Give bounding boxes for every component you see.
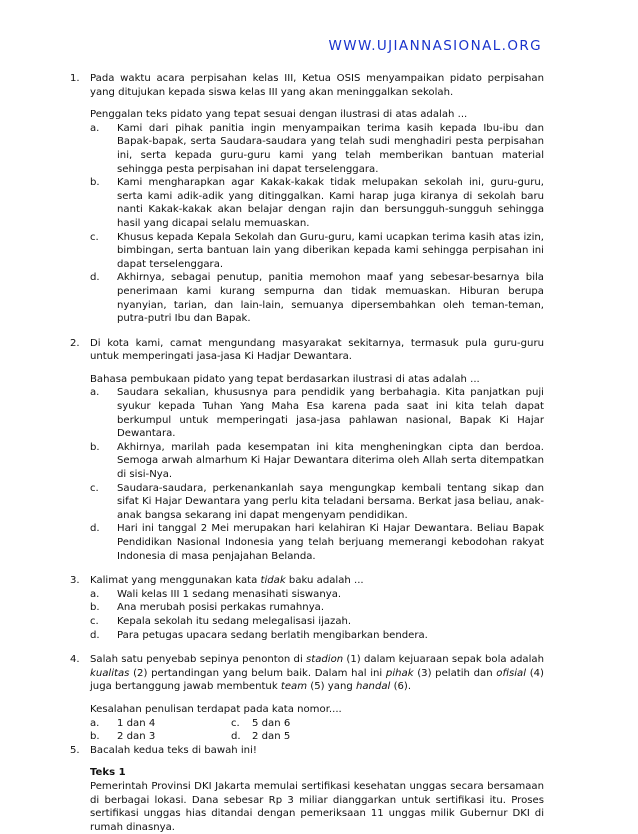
question-stem: Di kota kami, camat mengundang masyarakat sekitarnya, termasuk pula guru-guru untuk memperingati jasa-jasa Ki Hadjar Dewantara.: [90, 337, 544, 363]
option-label: b.: [90, 602, 100, 614]
option-text: Kepala sekolah itu sedang melegalisasi ijazah.: [117, 615, 352, 627]
question-prompt: Bahasa pembukaan pidato yang tepat berdasarkan ilustrasi di atas adalah ...: [90, 373, 480, 385]
option-text: Kami dari pihak panitia ingin menyampaikan terima kasih kepada Ibu-ibu dan Bapak-bapak, serta Saudara-saudara yang telah sudi menghadiri pesta perpisahan ini, serta kepada guru-guru kami yang telah memberikan bantuan material sehingga pesta perpisahan ini dapat terselenggara.: [117, 122, 544, 175]
option-label: a.: [90, 588, 100, 600]
stem-text: baku adalah ...: [285, 575, 364, 587]
question-4: [70, 653, 544, 744]
question-number: 2.: [70, 337, 80, 349]
text-title: Teks 1: [90, 767, 126, 779]
option-text: 2 dan 5: [252, 731, 291, 743]
option-c: [90, 482, 544, 523]
option-label: d.: [90, 523, 100, 535]
option-label: d.: [90, 272, 100, 284]
stem-emphasis: stadion: [306, 654, 344, 666]
stem-emphasis: tidak: [260, 575, 286, 587]
stem-text: Salah satu penyebab sepinya penonton di: [90, 654, 306, 666]
option-label: a.: [90, 122, 100, 134]
option-c: [90, 615, 544, 629]
option-text: Saudara-saudara, perkenankanlah saya mengungkap kembali tentang sikap dan sifat Ki Hajar Dewantara yang perlu kita teladani bersama. Berkat jasa beliau, anak-anak bangsa sekarang ini dapat mengenyam pendidikan.: [117, 482, 544, 521]
question-stem: Pada waktu acara perpisahan kelas III, Ketua OSIS menyampaikan pidato perpisahan yang ditujukan kepada siswa kelas III yang akan meninggalkan sekolah.: [90, 73, 544, 98]
question-stem: [90, 653, 544, 694]
stem-text: (1) dalam kejuaraan sepak bola adalah: [343, 654, 544, 666]
question-number: 4.: [70, 654, 80, 666]
option-a: [90, 122, 544, 176]
text-body: Pemerintah Provinsi DKI Jakarta memulai sertifikasi kesehatan unggas secara bersamaan di berbagai lokasi. Dana sebesar Rp 3 miliar dianggarkan untuk sertifikasi itu. Proses sertifikasi unggas hias ditandai dengan pemeriksaan 11 unggas milik Gubernur DKI di rumah dinasnya.: [90, 780, 544, 833]
option-label: d.: [90, 629, 100, 641]
option-text: Kami mengharapkan agar Kakak-kakak tidak melupakan sekolah ini, guru-guru, serta kami adik-adik yang ditinggalkan. Kami harap juga kiranya di sekolah baru nanti Kakak-kakak akan belajar dengan rajin dan bersungguh-sungguh sehingga hasil yang dicapai selalu memuaskan.: [117, 177, 544, 229]
option-label: a.: [90, 387, 100, 399]
option-label: a.: [90, 717, 100, 729]
question-prompt: Penggalan teks pidato yang tepat sesuai dengan ilustrasi di atas adalah ...: [90, 109, 468, 121]
option-text: 5 dan 6: [252, 717, 291, 729]
question-list: [70, 72, 544, 834]
site-header: WWW.UJIANNASIONAL.ORG: [328, 38, 542, 54]
option-text: Para petugas upacara sedang berlatih mengibarkan bendera.: [117, 629, 428, 641]
option-a: [90, 386, 544, 440]
option-text: Hari ini tanggal 2 Mei merupakan hari kelahiran Ki Hajar Dewantara. Beliau Bapak Pendidikan Nasional Indonesia yang telah berjuang memerangi kebodohan rakyat Indonesia di masa penjajahan Belanda.: [117, 523, 544, 562]
question-1: [70, 72, 544, 326]
stem-text: (2) pertandingan yang belum baik. Dalam hal ini: [129, 667, 386, 679]
option-text: Saudara sekalian, khususnya para pendidik yang berbahagia. Kita panjatkan puji syukur kepada Tuhan Yang Maha Esa karena pada saat ini kita telah dapat berkumpul untuk memperingati jasa-jasa pahlawan nasional, Bapak Ki Hajar Dewantara.: [117, 387, 544, 440]
option-row: [90, 730, 544, 744]
option-text: Ana merubah posisi perkakas rumahnya.: [117, 602, 325, 614]
option-text: Khusus kepada Kepala Sekolah dan Guru-guru, kami ucapkan terima kasih atas izin, bimbingan, serta bantuan lain yang diberikan kepada kami sehingga perpisahan ini dapat terselenggara.: [117, 231, 544, 270]
stem-text: (3) pelatih dan: [413, 667, 497, 679]
option-b: [90, 176, 544, 230]
option-row: [90, 717, 544, 731]
stem-text: Kalimat yang menggunakan kata: [90, 575, 261, 587]
option-label: b.: [90, 731, 100, 743]
option-label: c.: [90, 231, 99, 243]
question-number: 1.: [70, 73, 80, 84]
option-d: [90, 271, 544, 325]
question-stem: Bacalah kedua teks di bawah ini!: [90, 744, 257, 756]
stem-emphasis: ofisial: [496, 667, 527, 679]
option-label: c.: [231, 717, 240, 729]
stem-emphasis: handal: [355, 681, 391, 693]
stem-emphasis: pihak: [385, 667, 414, 679]
question-3: [70, 574, 544, 642]
stem-text: (5) yang: [307, 681, 356, 693]
option-d: [90, 522, 544, 563]
question-2: [70, 337, 544, 564]
option-c: [90, 231, 544, 272]
option-b: [90, 441, 544, 482]
option-text: 2 dan 3: [117, 731, 156, 743]
option-text: Akhirnya, marilah pada kesempatan ini kita mengheningkan cipta dan berdoa. Semoga arwah almarhum Ki Hajar Dewantara diterima oleh Allah serta ditempatkan di sisi-Nya.: [117, 441, 544, 481]
question-prompt: Kesalahan penulisan terdapat pada kata nomor....: [90, 703, 342, 715]
stem-text: (4) juga bertanggung jawab membentuk: [90, 667, 544, 693]
option-d: [90, 629, 544, 643]
question-5: [70, 744, 544, 834]
option-label: b.: [90, 177, 100, 189]
question-number: 3.: [70, 575, 80, 587]
stem-text: (6).: [390, 681, 412, 693]
option-label: d.: [231, 731, 241, 743]
option-label: c.: [90, 482, 99, 494]
option-text: Wali kelas III 1 sedang menasihati siswanya.: [117, 588, 342, 600]
option-b: [90, 601, 544, 615]
stem-emphasis: team: [280, 681, 308, 693]
option-text: 1 dan 4: [117, 717, 156, 729]
stem-emphasis: kualitas: [90, 667, 130, 679]
option-label: b.: [90, 441, 100, 453]
question-number: 5.: [70, 744, 80, 756]
option-text: Akhirnya, sebagai penutup, panitia memohon maaf yang sebesar-besarnya bila penerimaan kami kurang sempurna dan tidak memuaskan. Hiburan berupa nyanyian, tarian, dan lain-lain, semuanya dipersembahkan oleh teman-teman, putra-putri Ibu dan Bapak.: [117, 272, 544, 325]
question-stem: [90, 574, 544, 588]
option-a: [90, 588, 544, 602]
option-label: c.: [90, 615, 99, 627]
